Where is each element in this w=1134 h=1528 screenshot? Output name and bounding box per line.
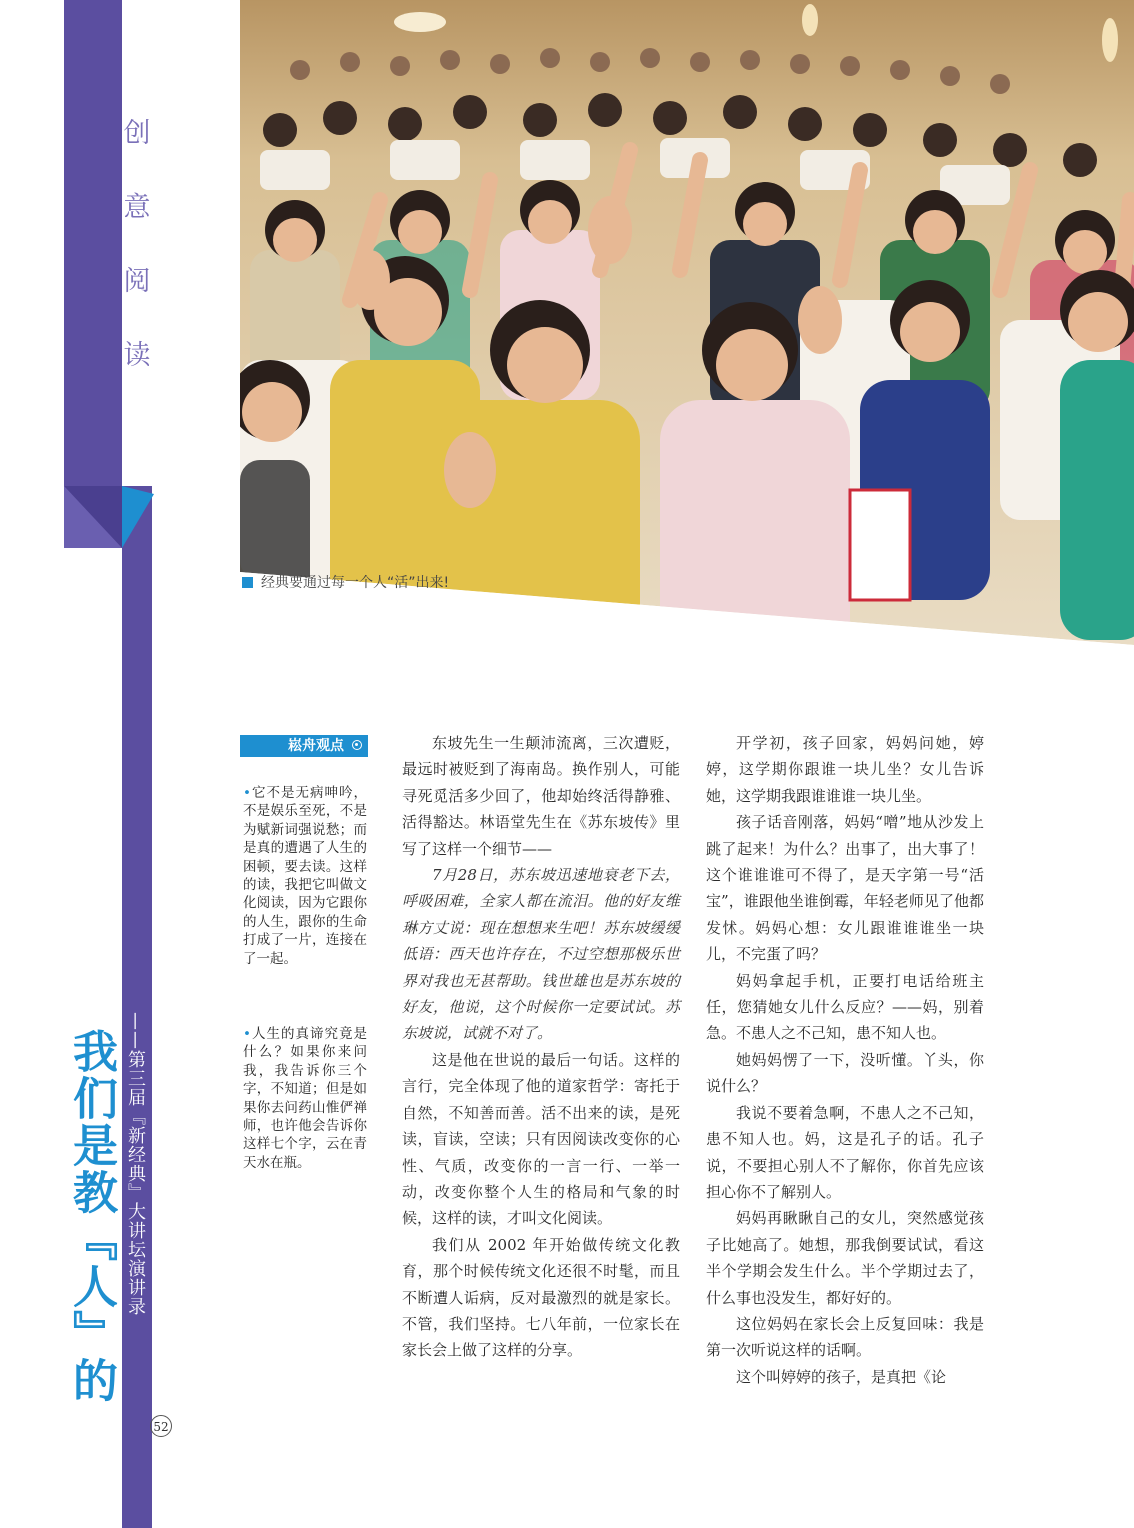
bullet-dot-icon: • (243, 1026, 251, 1042)
body-column-1 (402, 730, 680, 1364)
section-label-char: 读 (123, 340, 151, 371)
body-column-2 (706, 730, 984, 1390)
body-paragraph: 这个叫婷婷的孩子，是真把《论 (736, 1367, 947, 1386)
article-subtitle: ——第三届『新经典』大讲坛演讲录 (125, 1012, 146, 1316)
section-label-char: 阅 (123, 266, 151, 297)
section-label (114, 110, 160, 406)
sidebar-paragraph-text: 它不是无病呻吟，不是娱乐至死，不是为赋新词强说愁；而是真的遭遇了人生的困顿，要去读。这样的读，我把它叫做文化阅读，因为它跟你的人生，跟你的生命打成了一片，连接在了一起。 (243, 785, 367, 967)
body-paragraph: 开学初，孩子回家，妈妈问她，婷婷，这学期你跟谁一块儿坐？女儿告诉她，这学期我跟谁谁谁一块儿坐。 (706, 734, 984, 805)
body-paragraph: 妈妈拿起手机，正要打电话给班主任，您猜她女儿什么反应？——妈，别着急。不患人之不己知，患不知人也。 (706, 971, 984, 1043)
photo-caption-text: 经典要通过每一个人“活”出来! (261, 575, 450, 591)
sidebar-header (240, 735, 368, 757)
sidebar-header-text: 崧舟观点 (288, 738, 344, 754)
photo-caption (240, 572, 620, 602)
sidebar-paragraph (243, 784, 367, 968)
sidebar-paragraph (243, 1025, 367, 1172)
section-label-char: 意 (123, 192, 151, 223)
body-paragraph: 妈妈再瞅瞅自己的女儿，突然感觉孩子比她高了。她想，那我倒要试试，看这半个学期会发生什么。半个学期过去了，什么事也没发生，都好好的。 (706, 1209, 984, 1307)
body-paragraph: 我们从 2002 年开始做传统文化教育，那个时候传统文化还很不时髦，而且不断遭人诟病，反对最激烈的就是家长。不管，我们坚持。七八年前，一位家长在家长会上做了这样的分享。 (402, 1235, 680, 1360)
page-number: 52 (150, 1415, 172, 1437)
body-paragraph: 东坡先生一生颠沛流离，三次遭贬，最远时被贬到了海南岛。换作别人，可能寻死觅活多少回了，他却始终活得静雅、活得豁达。林语堂先生在《苏东坡传》里写了这样一个细节—— (402, 734, 680, 858)
body-paragraph: 这是他在世说的最后一句话。这样的言行，完全体现了他的道家哲学：寄托于自然，不知善而善。活不出来的读，是死读，盲读，空读；只有因阅读改变你的心性、气质，改变你的一言一行、一举一动，改变你整个人生的格局和气象的时候，这样的读，才叫文化阅读。 (402, 1050, 680, 1228)
left-color-band-lower (122, 486, 152, 1528)
quote-paragraph: 7月28日，苏东坡迅速地衰老下去，呼吸困难，全家人都在流泪。他的好友维琳方丈说：现在想想来生吧！苏东坡缓缓低语：西天也许存在，不过空想那极乐世界对我也无甚帮助。钱世雄也是苏东坡的好友，他说，这个时候你一定要试试。苏东坡说，试就不对了。 (402, 866, 680, 1043)
article-title: 我们是教『人』的 (65, 1028, 118, 1404)
body-paragraph: 我说不要着急啊，不患人之不己知，患不知人也。妈，这是孔子的话。孔子说，不要担心别人不了解你，你首先应该担心你不了解别人。 (706, 1103, 984, 1201)
body-paragraph: 孩子话音刚落，妈妈“噌”地从沙发上跳了起来！为什么？出事了，出大事了！这个谁谁谁可不得了，是天字第一号“活宝”，谁跟他坐谁倒霉，年轻老师见了他都发怵。妈妈心想：女儿跟谁谁谁坐一块儿，不完蛋了吗？ (706, 813, 984, 964)
section-label-char: 创 (123, 118, 151, 149)
sidebar-paragraph-text: 人生的真谛究竟是什么？如果你来问我，我告诉你三个字，不知道；但是如果你去问药山惟俨禅师，也许他会告诉你这样七个字，云在青天水在瓶。 (243, 1026, 367, 1171)
body-paragraph: 她妈妈愣了一下，没听懂。丫头，你说什么？ (706, 1050, 984, 1096)
body-paragraph: 这位妈妈在家长会上反复回味：我是第一次听说这样的话啊。 (706, 1314, 984, 1360)
band-fold-ornament (64, 486, 154, 556)
target-dot-icon (352, 740, 362, 750)
bullet-dot-icon: • (243, 785, 251, 801)
audience-photo (240, 0, 1134, 645)
caption-marker-icon (242, 577, 253, 588)
